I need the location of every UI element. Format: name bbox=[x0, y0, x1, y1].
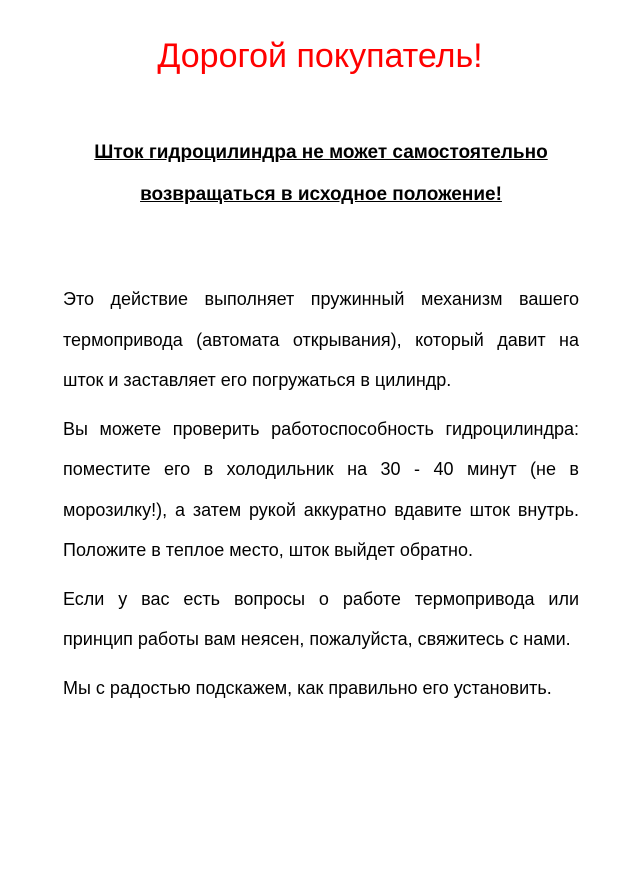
paragraph-closing: Мы с радостью подскажем, как правильно его установить. bbox=[63, 677, 552, 698]
page-title: Дорогой покупатель! bbox=[157, 37, 483, 75]
page-subtitle: Шток гидроцилиндра не может самостоятельно возвращаться в исходное положение! bbox=[94, 142, 548, 205]
body-text bbox=[63, 279, 579, 716]
paragraph-contact: Если у вас есть вопросы о работе термопривода или принцип работы вам неясен, пожалуйста, свяжитесь с нами. bbox=[63, 588, 579, 649]
paragraph-check-instructions: Вы можете проверить работоспособность гидроцилиндра: поместите его в холодильник на 30 - 40 минут (не в морозилку!), а затем рукой аккуратно вдавите шток внутрь. Положите в теплое место, шток выйдет обратно. bbox=[63, 418, 579, 560]
paragraph-mechanism: Это действие выполняет пружинный механизм вашего термопривода (автомата открывания), который давит на шток и заставляет его погружаться в цилиндр. bbox=[63, 289, 579, 390]
